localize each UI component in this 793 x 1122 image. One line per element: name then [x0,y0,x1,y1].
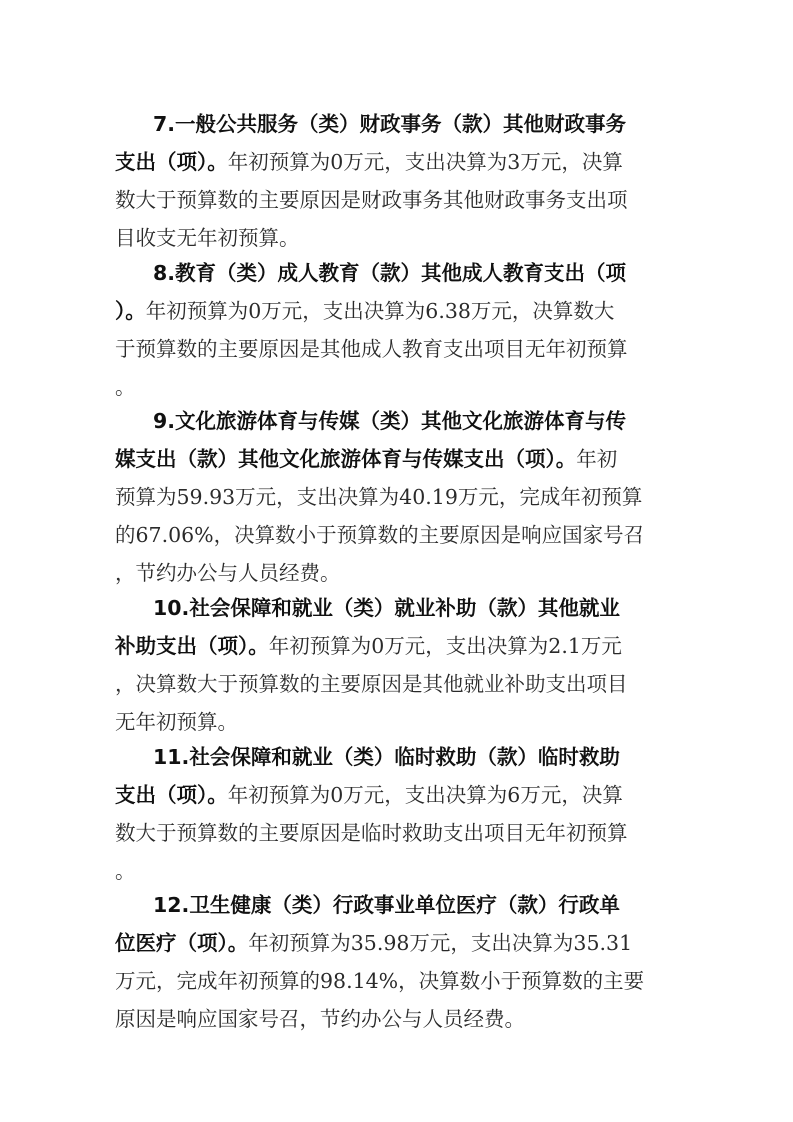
text-line [153,104,626,144]
item-heading: 支出（项）。 [115,783,228,807]
body-text: 。 [115,375,136,399]
text-line [115,218,300,258]
text-line [115,291,614,331]
item-heading: 位医疗（项）。 [115,931,249,955]
text-line [115,180,628,220]
text-line [115,553,341,593]
item-heading: 支出（项）。 [115,150,228,174]
body-text: 于预算数的主要原因是其他成人教育支出项目无年初预算 [115,337,628,361]
item-heading: 12.卫生健康（类）行政事业单位医疗（款）行政单 [153,893,620,917]
item-heading: 11.社会保障和就业（类）临时救助（款）临时救助 [153,745,620,769]
text-line [115,626,622,666]
body-text: ，决算数大于预算数的主要原因是其他就业补助支出项目 [115,672,628,696]
text-line [115,775,623,815]
item-11 [115,737,685,897]
text-line [115,961,644,1001]
text-line [153,885,620,925]
body-text: 目收支无年初预算。 [115,226,300,250]
body-text: 年初预算为0万元，支出决算为2.1万元 [268,634,622,658]
body-text: 原因是响应国家号召，节约办公与人员经费。 [115,1007,525,1031]
text-line [115,439,617,479]
body-text: 。 [115,859,136,883]
item-heading: 媒支出（款）其他文化旅游体育与传媒支出（项）。 [115,447,577,471]
item-heading: 10.社会保障和就业（类）就业补助（款）其他就业 [153,596,620,620]
body-text: ，节约办公与人员经费。 [115,561,341,585]
text-line [153,588,620,628]
body-text: 年初预算为35.98万元，支出决算为35.31 [248,931,633,955]
item-7 [115,104,685,264]
text-line [115,923,632,963]
text-line [115,477,642,517]
body-text: 年初预算为0万元，支出决算为3万元，决算 [227,150,623,174]
body-text: 预算为59.93万元，支出决算为40.19万元，完成年初预算 [115,485,643,509]
body-text: 数大于预算数的主要原因是临时救助支出项目无年初预算 [115,821,628,845]
text-line [115,515,644,555]
text-line [153,253,626,293]
body-text: 数大于预算数的主要原因是财政事务其他财政事务支出项 [115,188,628,212]
item-heading: 8.教育（类）成人教育（款）其他成人教育支出（项 [153,261,627,285]
item-8 [115,253,685,413]
body-text: 年初预算为0万元，支出决算为6万元，决算 [227,783,623,807]
text-line [115,702,238,742]
body-text: 年初预算为0万元，支出决算为6.38万元，决算数大 [145,299,615,323]
text-line [115,664,628,704]
text-line [115,142,623,182]
text-line [153,401,626,441]
item-9 [115,401,685,601]
text-line [153,737,620,777]
item-10 [115,588,685,748]
item-heading: 补助支出（项）。 [115,634,269,658]
text-line [115,813,628,853]
item-heading: ）。 [115,299,146,323]
body-text: 的67.06%，决算数小于预算数的主要原因是响应国家号召 [115,523,645,547]
item-heading: 9.文化旅游体育与传媒（类）其他文化旅游体育与传 [153,409,627,433]
item-12 [115,885,685,1045]
body-text: 万元，完成年初预算的98.14%，决算数小于预算数的主要 [115,969,645,993]
body-text: 无年初预算。 [115,710,238,734]
text-line [115,329,628,369]
body-text: 年初 [576,447,618,471]
item-heading: 7.一般公共服务（类）财政事务（款）其他财政事务 [153,112,627,136]
text-line [115,999,525,1039]
